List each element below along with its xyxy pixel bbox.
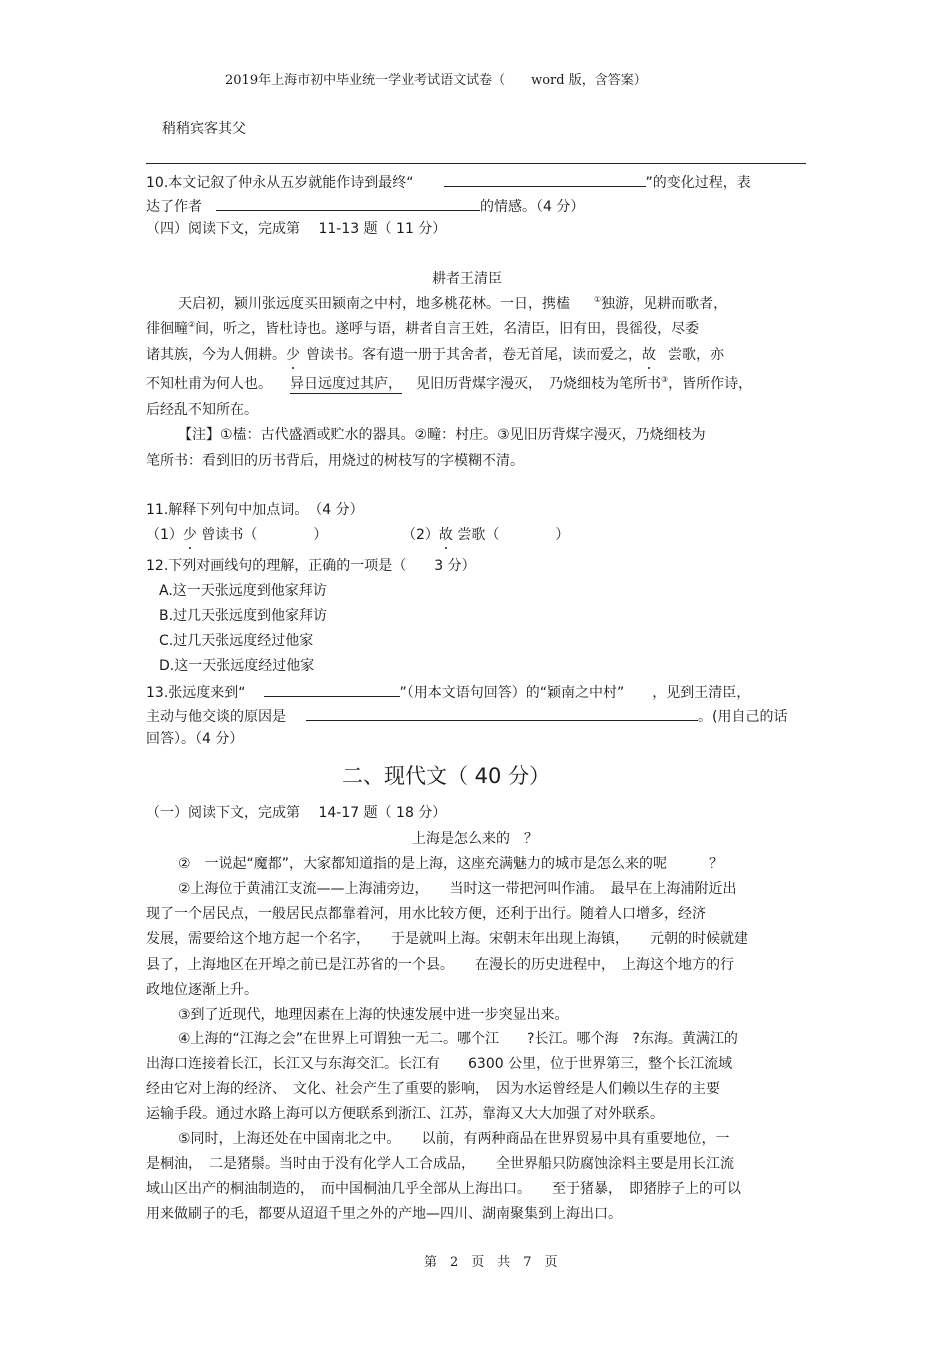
- footnote-marker-3: ③: [661, 375, 669, 384]
- q10-text-a: 10.本文记叙了仲永从五岁就能作诗到最终“: [146, 175, 414, 191]
- option-d[interactable]: D.这一天张远度经过他家: [159, 658, 315, 674]
- section-1-heading: （一）阅读下文，完成第 14-17 题（ 18 分）: [146, 805, 447, 821]
- section-4-heading: （四）阅读下文，完成第 11-13 题（ 11 分）: [146, 221, 447, 237]
- footnote-marker-2: ②: [188, 320, 196, 329]
- paragraph-2-line-3: 发展，需要给这个地方起一个名字， 于是就叫上海。宋朝末年出现上海镇， 元朝的时候就建: [146, 931, 748, 947]
- article-title: 上海是怎么来的 ？: [412, 831, 538, 847]
- passage-line-3: 诸其族，今为人佣耕。少 曾读书。客有遗一册于其舍者，卷无首尾，读而爱之，故 尝歌，亦: [146, 347, 724, 363]
- question-13-line2: 主动与他交谈的原因是 。(用自己的话: [146, 709, 788, 725]
- paragraph-5-line-4: 用来做刷子的毛，都要从迢迢千里之外的产地—四川、湖南聚集到上海出口。: [146, 1206, 622, 1222]
- question-10-line1: [146, 174, 751, 190]
- question-12: 12.下列对画线句的理解，正确的一项是（ 3 分）: [146, 558, 476, 574]
- q13-blank-1[interactable]: [264, 684, 400, 697]
- dotted-word-gu: 故: [642, 347, 656, 363]
- underlined-sentence: 异日远度过其庐，: [290, 376, 402, 392]
- passage-title: 耕者王清臣: [432, 271, 502, 287]
- paragraph-4-line-1: ④上海的“江海之会”在世界上可谓独一无二。哪个江 ?长江。哪个海 ?东海。黄满江的: [178, 1031, 738, 1047]
- passage-line-5: 后经乱不知所在。: [146, 402, 258, 418]
- q10-blank-1[interactable]: [444, 174, 646, 187]
- q10-text-c: 达了作者: [146, 199, 202, 215]
- option-b[interactable]: B.过几天张远度到他家拜访: [159, 608, 328, 624]
- dotted-word-shao: 少: [286, 347, 300, 363]
- page-header: 2019年上海市初中毕业统一学业考试语文试卷（ word 版，含答案）: [225, 73, 647, 88]
- paragraph-5-line-2: 是桐油， 二是猪鬃。当时由于没有化学人工合成品， 全世界船只防腐蚀涂料主要是用长江流: [146, 1156, 734, 1172]
- q13-blank-2[interactable]: [306, 708, 698, 721]
- paragraph-4-line-2: 出海口连接着长江，长江又与东海交汇。长江有 6300 公里，位于世界第三，整个长江流域: [146, 1056, 733, 1072]
- question-13-line1: 13.张远度来到“ ”（用本文语句回答）的“颖南之中村” ，见到王清臣，: [146, 685, 751, 701]
- page-footer: 第 2 页 共 7 页: [424, 1255, 558, 1270]
- q11-dotted-word-1: 少: [182, 527, 197, 543]
- q11-dotted-word-2: 故: [438, 527, 453, 543]
- q11-answer-1[interactable]: 曾读书（ ）: [196, 527, 328, 543]
- paragraph-2-line-4: 县了，上海地区在开埠之前已是江苏省的一个县。 在漫长的历史进程中， 上海这个地方的行: [146, 957, 734, 973]
- q11-item-1: （1）少 曾读书（ ）: [146, 527, 328, 543]
- answer-line: [146, 163, 806, 164]
- q11-answer-2[interactable]: 尝歌（ ）: [452, 527, 570, 543]
- paragraph-5-line-3: 域山区出产的桐油制造的， 而中国桐油几乎全部从上海出口。 至于猪暴， 即猪脖子上的可以: [146, 1181, 741, 1197]
- paragraph-4-line-3: 经由它对上海的经济、 文化、社会产生了重要的影响， 因为水运曾经是人们赖以生存的主要: [146, 1081, 720, 1097]
- annotation-line-2: 笔所书：看到旧的历书背后，用烧过的树枝写的字模糊不清。: [146, 453, 524, 469]
- part-2-heading: 二、现代文（ 40 分）: [342, 764, 551, 788]
- question-10-line2: [146, 198, 584, 214]
- paragraph-2-line-2: 现了一个居民点，一般居民点都靠着河，用水比较方便，还利于出行。随着人口增多，经济: [146, 906, 706, 922]
- paragraph-2-line-5: 政地位逐渐上升。: [146, 982, 258, 998]
- annotation-line-1: 【注】①榼：古代盛酒或贮水的器具。②疃：村庄。③见旧历背煤字漫灭，乃烧细枝为: [178, 427, 706, 443]
- paragraph-2-line-1: ②上海位于黄浦江支流——上海浦旁边， 当时这一带把河叫作浦。 最早在上海浦附近出: [178, 881, 737, 897]
- paragraph-5-line-1: ⑤同时，上海还处在中国南北之中。 以前，有两种商品在世界贸易中具有重要地位，一: [178, 1131, 730, 1147]
- passage-line-1: 天启初，颍川张远度买田颍南之中村，地多桃花林。一日，携榼 ①独游，见耕而歌者，: [178, 295, 728, 312]
- q10-text-d: 的情感。（4 分）: [480, 199, 585, 215]
- question-13-line3: 回答）。（4 分）: [146, 731, 244, 747]
- paragraph-1: ② 一说起“魔都”，大家都知道指的是上海，这座充满魅力的城市是怎么来的呢 ？: [178, 856, 724, 872]
- footnote-marker-1: ①: [594, 295, 602, 304]
- option-c[interactable]: C.过几天张远度经过他家: [159, 633, 314, 649]
- paragraph-4-line-4: 运输手段。通过水路上海可以方便联系到浙江、江苏，靠海又大大加强了对外联系。: [146, 1106, 664, 1122]
- q10-blank-2[interactable]: [216, 198, 480, 211]
- option-a[interactable]: A.这一天张远度到他家拜访: [159, 583, 327, 599]
- paragraph-3: ③到了近现代，地理因素在上海的快速发展中进一步突显出来。: [178, 1007, 569, 1023]
- question-11: 11.解释下列句中加点词。 （4 分）: [146, 502, 364, 518]
- passage-line-4: 不知杜甫为何人也。 异日远度过其庐， 见旧历背煤字漫灭， 乃烧细枝为笔所书③，皆所作诗，: [146, 375, 753, 392]
- q10-text-b: ”的变化过程，表: [645, 175, 751, 191]
- q11-item-2: （2）故 尝歌（ ）: [402, 527, 570, 543]
- passage-line-2: 徘徊疃②间，听之，皆杜诗也。遂呼与语，耕者自言王姓，名清臣，旧有田，畏徭役，尽委: [146, 320, 700, 337]
- previous-answer-tail: 稍稍宾客其父: [162, 121, 246, 137]
